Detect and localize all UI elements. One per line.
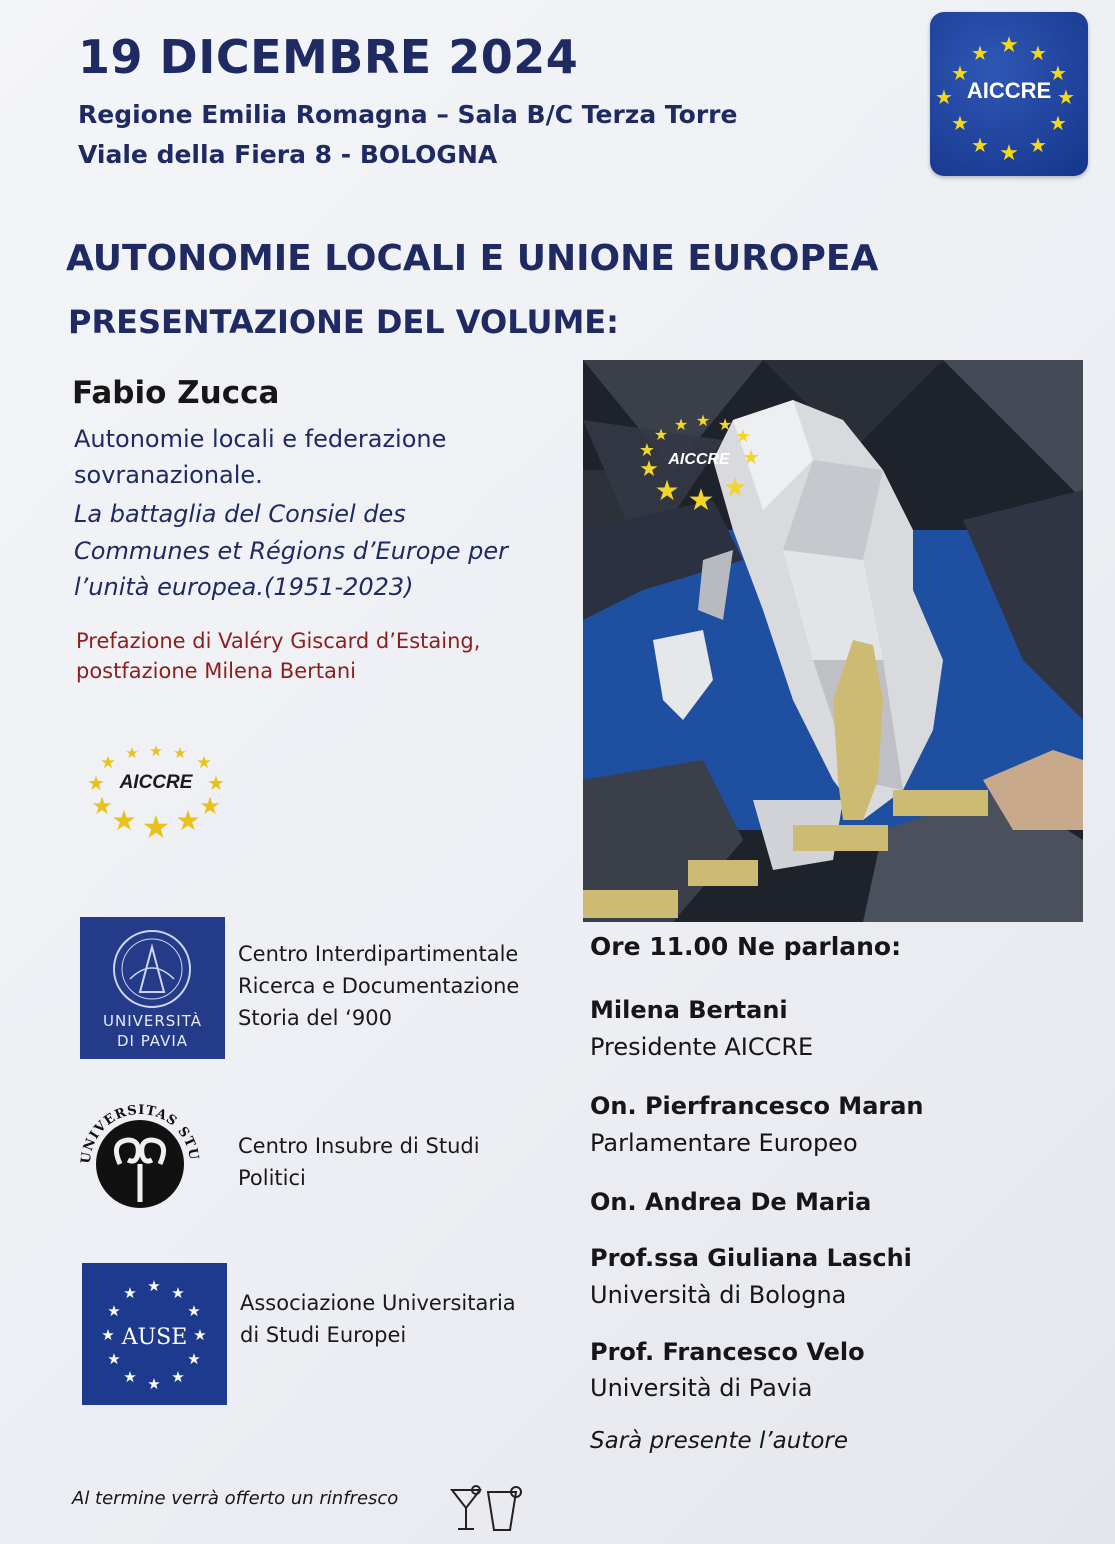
svg-text:★: ★	[951, 61, 969, 85]
svg-text:★: ★	[193, 1326, 207, 1344]
svg-text:★: ★	[639, 457, 659, 482]
svg-text:★: ★	[175, 804, 201, 837]
org-pavia-line-1: Centro Interdipartimentale	[238, 942, 519, 966]
book-subtitle-line-3: l’unità europea.(1951-2023)	[74, 573, 414, 601]
svg-text:★: ★	[723, 473, 747, 503]
svg-text:★: ★	[971, 133, 989, 157]
svg-text:★: ★	[187, 1302, 201, 1320]
svg-text:★: ★	[125, 744, 139, 762]
svg-text:★: ★	[111, 804, 137, 837]
svg-text:★: ★	[951, 111, 969, 135]
venue-line-1: Regione Emilia Romagna – Sala B/C Terza Torre	[78, 100, 738, 129]
book-title-line-1: Autonomie locali e federazione	[74, 425, 447, 453]
svg-text:★: ★	[1057, 85, 1075, 109]
svg-text:★: ★	[107, 1302, 121, 1320]
speaker-name: Prof. Francesco Velo	[590, 1338, 865, 1366]
cocktail-glasses-icon	[446, 1484, 530, 1536]
insubria-seal-icon	[78, 1094, 202, 1230]
svg-text:★: ★	[199, 792, 221, 820]
book-title-line-2: sovranazionale.	[74, 461, 263, 489]
pavia-logo-line-1: UNIVERSITÀ	[103, 1012, 202, 1030]
aiccre-logo-text: AICCRE	[119, 772, 193, 793]
org-pavia-text	[238, 938, 519, 1034]
insubria-seal-text: UNIVERSITAS STU	[78, 1102, 202, 1165]
venue-line-2: Viale della Fiera 8 - BOLOGNA	[78, 140, 498, 169]
svg-text:★: ★	[653, 425, 669, 444]
speakers-heading: Ore 11.00 Ne parlano:	[590, 932, 902, 961]
speaker-role: Presidente AICCRE	[590, 1033, 814, 1061]
org-ause-text	[240, 1287, 516, 1351]
preface-line-1: Prefazione di Valéry Giscard d’Estaing,	[76, 629, 481, 653]
aiccre-top-logo	[930, 12, 1088, 176]
svg-text:★: ★	[187, 1350, 201, 1368]
svg-text:★: ★	[207, 771, 225, 795]
svg-text:★: ★	[107, 1350, 121, 1368]
speaker-name: On. Pierfrancesco Maran	[590, 1092, 924, 1120]
org-pavia-line-2: Ricerca e Documentazione	[238, 974, 520, 998]
speaker-role: Università di Pavia	[590, 1374, 813, 1402]
book-author: Fabio Zucca	[72, 375, 280, 411]
ause-logo	[82, 1263, 227, 1405]
university-pavia-logo	[80, 917, 225, 1059]
svg-text:★: ★	[171, 1368, 185, 1386]
svg-text:★: ★	[1029, 133, 1047, 157]
svg-text:★: ★	[695, 411, 711, 430]
book-cover-image	[583, 360, 1083, 922]
svg-text:★: ★	[123, 1284, 137, 1302]
pavia-logo-line-2: DI PAVIA	[116, 1032, 189, 1050]
italy-map-illustration	[583, 360, 1083, 922]
svg-text:★: ★	[149, 742, 163, 760]
speaker-name: Milena Bertani	[590, 996, 788, 1024]
org-ause-line-2: di Studi Europei	[240, 1323, 407, 1347]
preface-line-2: postfazione Milena Bertani	[76, 659, 356, 683]
svg-text:★: ★	[999, 141, 1019, 166]
book-subtitle-line-2: Communes et Régions d’Europe per	[74, 537, 508, 565]
speaker-name: Prof.ssa Giuliana Laschi	[590, 1244, 912, 1272]
svg-text:★: ★	[171, 1284, 185, 1302]
svg-text:★: ★	[141, 808, 171, 843]
book-subtitle-line-1: La battaglia del Consiel des	[74, 500, 406, 528]
svg-text:★: ★	[734, 426, 752, 447]
org-insubria-line-1: Centro Insubre di Studi	[238, 1134, 480, 1158]
org-insubria-line-2: Politici	[238, 1166, 306, 1190]
aiccre-logo	[80, 738, 232, 843]
svg-text:★: ★	[91, 792, 113, 820]
svg-text:★: ★	[1049, 111, 1067, 135]
svg-text:★: ★	[717, 415, 733, 434]
speaker-role: Università di Bologna	[590, 1281, 847, 1309]
svg-text:★: ★	[638, 440, 656, 461]
main-title: AUTONOMIE LOCALI E UNIONE EUROPEA	[66, 238, 879, 279]
svg-text:★: ★	[687, 483, 715, 518]
author-present-note: Sarà presente l’autore	[590, 1428, 849, 1454]
svg-text:★: ★	[1049, 61, 1067, 85]
svg-text:★: ★	[196, 753, 212, 773]
speaker-role: Parlamentare Europeo	[590, 1129, 858, 1157]
ause-logo-text: AUSE	[121, 1325, 188, 1350]
org-ause-line-1: Associazione Universitaria	[240, 1291, 516, 1315]
svg-text:★: ★	[173, 744, 187, 762]
svg-text:★: ★	[101, 1326, 115, 1344]
cover-logo-text: AICCRE	[668, 451, 730, 468]
svg-text:★: ★	[999, 33, 1019, 58]
subtitle: PRESENTAZIONE DEL VOLUME:	[68, 303, 619, 341]
svg-text:★: ★	[742, 445, 760, 469]
footer-refreshment-note: Al termine verrà offerto un rinfresco	[72, 1488, 399, 1509]
event-date: 19 DICEMBRE 2024	[78, 30, 579, 84]
aiccre-top-logo-text: AICCRE	[966, 78, 1052, 103]
svg-text:★: ★	[673, 415, 689, 434]
svg-text:★: ★	[971, 41, 989, 65]
svg-text:★: ★	[87, 771, 105, 795]
svg-text:★: ★	[100, 753, 116, 773]
speaker-name: On. Andrea De Maria	[590, 1188, 872, 1216]
svg-text:★: ★	[123, 1368, 137, 1386]
org-insubria-text	[238, 1130, 480, 1194]
svg-text:★: ★	[147, 1375, 161, 1393]
svg-text:★: ★	[1029, 41, 1047, 65]
org-pavia-line-3: Storia del ‘900	[238, 1006, 392, 1030]
insubria-seal-logo	[78, 1094, 202, 1230]
svg-text:★: ★	[935, 85, 953, 109]
svg-text:★: ★	[654, 474, 680, 507]
svg-text:★: ★	[147, 1277, 161, 1295]
